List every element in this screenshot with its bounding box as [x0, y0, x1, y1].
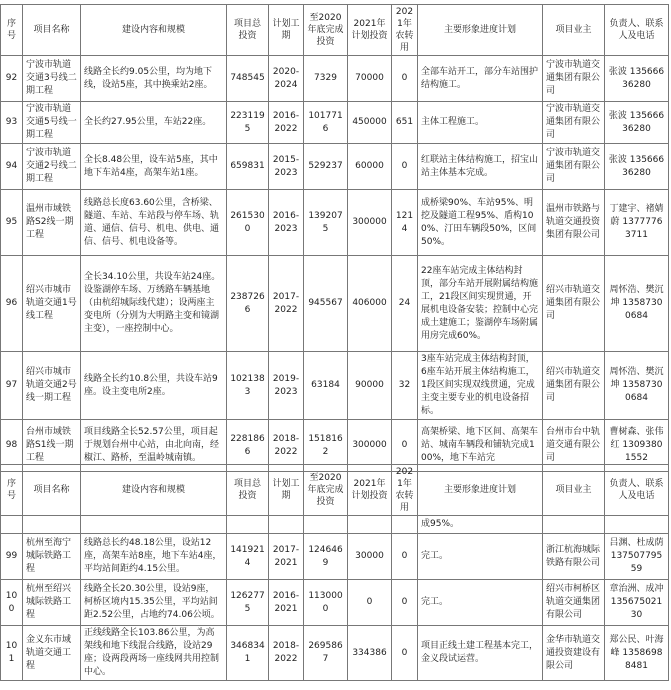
table-header-row	[1, 465, 669, 516]
cell-scope: 线路全长约10.8公里，共设车站9座。设主变电所2座。	[81, 352, 227, 420]
table-row	[1, 626, 669, 681]
cell-owner	[543, 516, 605, 534]
cell-land: 24	[392, 256, 418, 352]
cell-name: 金义东市域轨道交通工程	[23, 626, 81, 681]
header-no: 序号	[1, 465, 23, 516]
cell-name: 杭州至海宁城际铁路工程	[23, 534, 81, 580]
cell-contact: 吕渊、杜成荫 13750779559	[605, 534, 669, 580]
cell-period: 2019-2023	[269, 352, 304, 420]
header-name: 项目名称	[23, 5, 81, 56]
cell-progress: 项目正线土建工程基本完工，金义段试运营。	[418, 626, 543, 681]
cell-progress: 高架桥梁、地下区间、高架车站、城南车辆段和铺轨完成100%，地下车站完	[418, 420, 543, 472]
cell-period: 2015-2023	[269, 144, 304, 190]
cell-name: 绍兴市城市轨道交通1号线工程	[23, 256, 81, 352]
table-row	[1, 534, 669, 580]
cell-name: 宁波市轨道交通3号线二期工程	[23, 56, 81, 102]
cell-total: 1419214	[227, 534, 269, 580]
cell-plan: 450000	[348, 102, 392, 144]
table-row	[1, 256, 669, 352]
cell-period: 2016-2021	[269, 580, 304, 626]
cell-total: 748545	[227, 56, 269, 102]
header-scope: 建设内容和规模	[81, 465, 227, 516]
header-scope: 建设内容和规模	[81, 5, 227, 56]
cell-period: 2020-2024	[269, 56, 304, 102]
header-done: 至2020年底完成投资	[304, 5, 348, 56]
header-no: 序号	[1, 5, 23, 56]
cell-done: 2695867	[304, 626, 348, 681]
cell-contact: 丁建宇、褚婧蔚 13777763711	[605, 190, 669, 256]
cell-plan: 334386	[348, 626, 392, 681]
cell-total: 2231195	[227, 102, 269, 144]
cell-land: 0	[392, 580, 418, 626]
cell-name: 绍兴市城市轨道交通2号线一期工程	[23, 352, 81, 420]
cell-scope	[81, 516, 227, 534]
cell-contact: 张波 13566636280	[605, 56, 669, 102]
cell-progress: 全部车站开工，部分车站围护结构施工。	[418, 56, 543, 102]
cell-no: 97	[1, 352, 23, 420]
cell-no	[1, 516, 23, 534]
cell-progress: 成95%。	[418, 516, 543, 534]
cell-contact: 郑公民、叶海峰 13586988481	[605, 626, 669, 681]
cell-done: 1246469	[304, 534, 348, 580]
cell-period: 2018-2022	[269, 420, 304, 472]
header-progress: 主要形象进度计划	[418, 465, 543, 516]
project-table-bottom	[0, 464, 669, 681]
table-row	[1, 56, 669, 102]
cell-total: 3468341	[227, 626, 269, 681]
cell-period	[269, 516, 304, 534]
cell-progress: 3座车站完成主体结构封顶，6座车站开展主体结构施工，1段区间实现双线贯通，完成主变主要专业的机电设备招标。	[418, 352, 543, 420]
cell-scope: 全长8.48公里，设车站5座，其中地下车站4座，高架车站1座。	[81, 144, 227, 190]
header-total: 项目总投资	[227, 465, 269, 516]
cell-progress: 成桥梁90%、车站95%、明挖及隧道工程95%、盾构100%、汀田车辆段50%，区间50%。	[418, 190, 543, 256]
cell-plan: 70000	[348, 56, 392, 102]
header-total: 项目总投资	[227, 5, 269, 56]
cell-done: 945567	[304, 256, 348, 352]
cell-owner: 宁波市轨道交通集团有限公司	[543, 102, 605, 144]
table-header-row	[1, 5, 669, 56]
cell-total	[227, 516, 269, 534]
cell-contact	[605, 516, 669, 534]
cell-plan	[348, 516, 392, 534]
cell-contact: 张波 13566636280	[605, 102, 669, 144]
cell-scope: 线路总长度63.60公里，含桥梁、隧道、车站、车站段与停车场、轨道、通信、信号、机电、供电、通信、信号、机电设备等。	[81, 190, 227, 256]
project-table-top	[0, 4, 669, 472]
cell-plan: 30000	[348, 534, 392, 580]
cell-scope: 线路总长约48.18公里，设站12座，高架车站8座，地下车站4座，平均站间距约4.15公里。	[81, 534, 227, 580]
cell-no: 101	[1, 626, 23, 681]
cell-period: 2017-2021	[269, 534, 304, 580]
cell-total: 2615300	[227, 190, 269, 256]
cell-plan: 0	[348, 580, 392, 626]
header-land: 2021年农转用	[392, 465, 418, 516]
cell-done: 529237	[304, 144, 348, 190]
cell-name: 宁波市轨道交通5号线一期工程	[23, 102, 81, 144]
cell-progress: 完工。	[418, 580, 543, 626]
cell-done: 1518162	[304, 420, 348, 472]
cell-owner: 绍兴市柯桥区轨道交通集团有限公司	[543, 580, 605, 626]
table-row	[1, 580, 669, 626]
cell-period: 2017-2022	[269, 256, 304, 352]
cell-land: 32	[392, 352, 418, 420]
cell-land: 0	[392, 626, 418, 681]
header-period: 计划工期	[269, 5, 304, 56]
cell-scope: 线路全长约9.05公里，均为地下线，设站5座，其中换乘站2座。	[81, 56, 227, 102]
cell-scope: 全长约27.95公里，车站22座。	[81, 102, 227, 144]
cell-scope: 全长34.10公里，共设车站24座。设鉴湖停车场、万绣路车辆基地（由杭绍城际线代建）；设两座主变电所（分别为大明路主变和镜湖主变），一座控制中心。	[81, 256, 227, 352]
cell-no: 98	[1, 420, 23, 472]
header-land: 2021年农转用	[392, 5, 418, 56]
header-owner: 项目业主	[543, 465, 605, 516]
cell-plan: 300000	[348, 190, 392, 256]
header-progress: 主要形象进度计划	[418, 5, 543, 56]
cell-no: 92	[1, 56, 23, 102]
header-owner: 项目业主	[543, 5, 605, 56]
cell-no: 96	[1, 256, 23, 352]
cell-contact: 周怀浩、樊沉坤 13587300684	[605, 352, 669, 420]
cell-land: 0	[392, 56, 418, 102]
cell-done	[304, 516, 348, 534]
cell-land: 0	[392, 420, 418, 472]
cell-owner: 绍兴市轨道交通集团有限公司	[543, 352, 605, 420]
cell-owner: 浙江杭海城际铁路有限公司	[543, 534, 605, 580]
cell-total: 1021383	[227, 352, 269, 420]
table-row	[1, 190, 669, 256]
table-row	[1, 352, 669, 420]
cell-total: 659831	[227, 144, 269, 190]
header-plan: 2021年计划投资	[348, 5, 392, 56]
cell-progress: 22座车站完成主体结构封顶，部分车站开展附属结构施工，21段区间实现贯通，开展机电设备安装；控制中心完成土建施工；鉴湖停车场附属用房完成60%。	[418, 256, 543, 352]
cell-done: 1392075	[304, 190, 348, 256]
cell-done: 63184	[304, 352, 348, 420]
cell-name: 杭州至绍兴城际铁路工程	[23, 580, 81, 626]
cell-land: 0	[392, 534, 418, 580]
cell-done: 1017716	[304, 102, 348, 144]
cell-total: 2387266	[227, 256, 269, 352]
table-row	[1, 102, 669, 144]
cell-progress: 主体工程施工。	[418, 102, 543, 144]
cell-land: 651	[392, 102, 418, 144]
cell-scope: 线路全长20.30公里，设站9座，柯桥区境内15.35公里，平均站间距2.52公里，占地约74.06公顷。	[81, 580, 227, 626]
cell-progress: 完工。	[418, 534, 543, 580]
cell-scope: 项目线路全长52.57公里，项目起于规划台州中心站，由北向南，经椒江、路桥，至温岭城南镇。	[81, 420, 227, 472]
cell-land: 1214	[392, 190, 418, 256]
cell-done: 7329	[304, 56, 348, 102]
cell-no: 100	[1, 580, 23, 626]
cell-plan: 300000	[348, 420, 392, 472]
cell-name	[23, 516, 81, 534]
cell-contact: 曹树森、张伟红 13093801552	[605, 420, 669, 472]
cell-plan: 406000	[348, 256, 392, 352]
cell-owner: 绍兴市轨道交通集团有限公司	[543, 256, 605, 352]
cell-owner: 宁波市轨道交通集团有限公司	[543, 144, 605, 190]
cell-no: 95	[1, 190, 23, 256]
cell-name: 温州市域铁路S2线一期工程	[23, 190, 81, 256]
header-done: 至2020年底完成投资	[304, 465, 348, 516]
table-row	[1, 516, 669, 534]
cell-contact: 章治洲、成冲 13567502130	[605, 580, 669, 626]
cell-period: 2016-2023	[269, 190, 304, 256]
cell-owner: 金华市轨道交通投资建设有限公司	[543, 626, 605, 681]
cell-total: 1262775	[227, 580, 269, 626]
cell-owner: 宁波市轨道交通集团有限公司	[543, 56, 605, 102]
cell-contact: 周怀浩、樊沉坤 13587300684	[605, 256, 669, 352]
cell-period: 2016-2022	[269, 102, 304, 144]
header-contact: 负责人、联系人及电话	[605, 465, 669, 516]
cell-land	[392, 516, 418, 534]
cell-plan: 90000	[348, 352, 392, 420]
cell-plan: 60000	[348, 144, 392, 190]
cell-no: 93	[1, 102, 23, 144]
cell-period: 2018-2022	[269, 626, 304, 681]
header-contact: 负责人、联系人及电话	[605, 5, 669, 56]
cell-no: 94	[1, 144, 23, 190]
cell-progress: 红联站主体结构施工，招宝山站主体基本完成。	[418, 144, 543, 190]
cell-scope: 正线线路全长103.86公里，为高架线和地下线混合线路，设站29座；设两段两场一座线网共用控制中心。	[81, 626, 227, 681]
cell-name: 宁波市轨道交通2号线二期工程	[23, 144, 81, 190]
cell-owner: 温州市铁路与轨道交通投资集团有限公司	[543, 190, 605, 256]
cell-land: 0	[392, 144, 418, 190]
cell-done: 1130000	[304, 580, 348, 626]
cell-no: 99	[1, 534, 23, 580]
cell-name: 台州市域铁路S1线一期工程	[23, 420, 81, 472]
header-period: 计划工期	[269, 465, 304, 516]
cell-contact: 张波 13566636280	[605, 144, 669, 190]
cell-total: 2281866	[227, 420, 269, 472]
header-name: 项目名称	[23, 465, 81, 516]
cell-owner: 台州市台中轨道交通有限公司	[543, 420, 605, 472]
table-row	[1, 144, 669, 190]
header-plan: 2021年计划投资	[348, 465, 392, 516]
